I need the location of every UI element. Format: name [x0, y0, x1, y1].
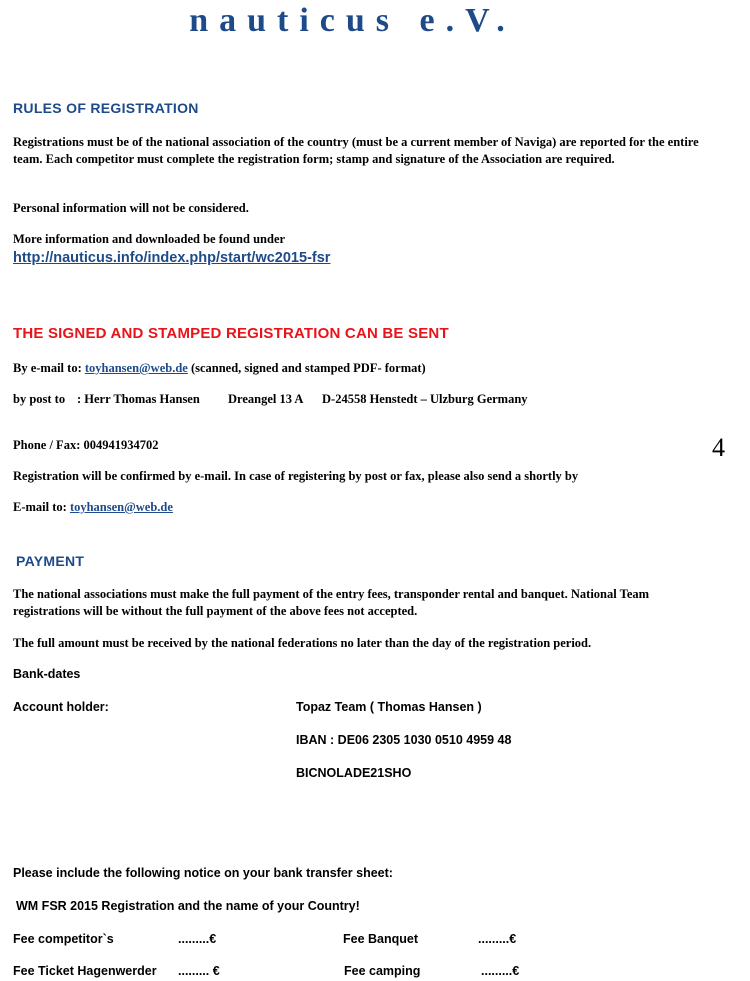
post-city: D-24558 Henstedt – Ulzburg Germany	[322, 392, 528, 406]
email2-line	[13, 499, 173, 516]
email-prefix: By e-mail to:	[13, 361, 85, 375]
email-link[interactable]: toyhansen@web.de	[84, 361, 188, 375]
email-suffix: (scanned, signed and stamped PDF- format)	[187, 361, 426, 375]
logo: nauticus e.V.	[189, 2, 516, 39]
bic: BICNOLADE21SHO	[296, 766, 412, 780]
page-number: 4	[712, 433, 725, 462]
account-holder-value: Topaz Team ( Thomas Hansen )	[296, 700, 482, 714]
rules-paragraph-1: Registrations must be of the national association of the country (must be a current member of Naviga) are reported for the entire team. Each competitor must complete the registration form; stamp and signature of the Association are required.	[13, 135, 699, 166]
bank-dates-label: Bank-dates	[13, 667, 81, 681]
fee-competitor-label: Fee competitor`s	[13, 932, 114, 946]
payment-paragraph-1: The national associations must make the full payment of the entry fees, transponder rental and banquet. National Team registrations will be without the full payment of the above fees not accepted.	[13, 587, 650, 618]
confirm-text: Registration will be confirmed by e-mail. In case of registering by post or fax, please also send a shortly by	[13, 469, 579, 483]
payment-heading: PAYMENT	[16, 553, 85, 569]
fee-competitor-value: .........€	[178, 932, 217, 946]
rules-paragraph-2: Personal information will not be considered.	[13, 201, 249, 215]
email2-link[interactable]: toyhansen@web.de	[69, 500, 173, 514]
iban: IBAN : DE06 2305 1030 0510 4959 48	[296, 733, 512, 747]
fee-camping-label: Fee camping	[344, 964, 421, 978]
info-link[interactable]: http://nauticus.info/index.php/start/wc2015-fsr	[13, 250, 331, 266]
phone-fax: Phone / Fax: 004941934702	[13, 438, 159, 452]
email-line	[13, 360, 426, 377]
fee-ticket-label: Fee Ticket Hagenwerder	[13, 964, 157, 978]
fee-ticket-value: ......... €	[178, 964, 220, 978]
post-label: by post to	[13, 392, 66, 406]
account-holder-label: Account holder:	[13, 700, 109, 714]
send-heading: THE SIGNED AND STAMPED REGISTRATION CAN BE SENT	[13, 325, 449, 342]
rules-paragraph-3: More information and downloaded be found under	[13, 232, 286, 246]
transfer-notice-text: WM FSR 2015 Registration and the name of your Country!	[16, 899, 360, 913]
fee-banquet-label: Fee Banquet	[343, 932, 419, 946]
fee-banquet-value: .........€	[478, 932, 517, 946]
email2-prefix: E-mail to:	[13, 500, 70, 514]
post-street: Dreangel 13 A	[228, 392, 304, 406]
fee-camping-value: .........€	[481, 964, 520, 978]
rules-heading: RULES OF REGISTRATION	[13, 100, 199, 116]
post-name: : Herr Thomas Hansen	[77, 392, 200, 406]
transfer-notice: Please include the following notice on your bank transfer sheet:	[13, 866, 393, 880]
payment-paragraph-2: The full amount must be received by the national federations no later than the day of the registration period.	[13, 636, 592, 650]
